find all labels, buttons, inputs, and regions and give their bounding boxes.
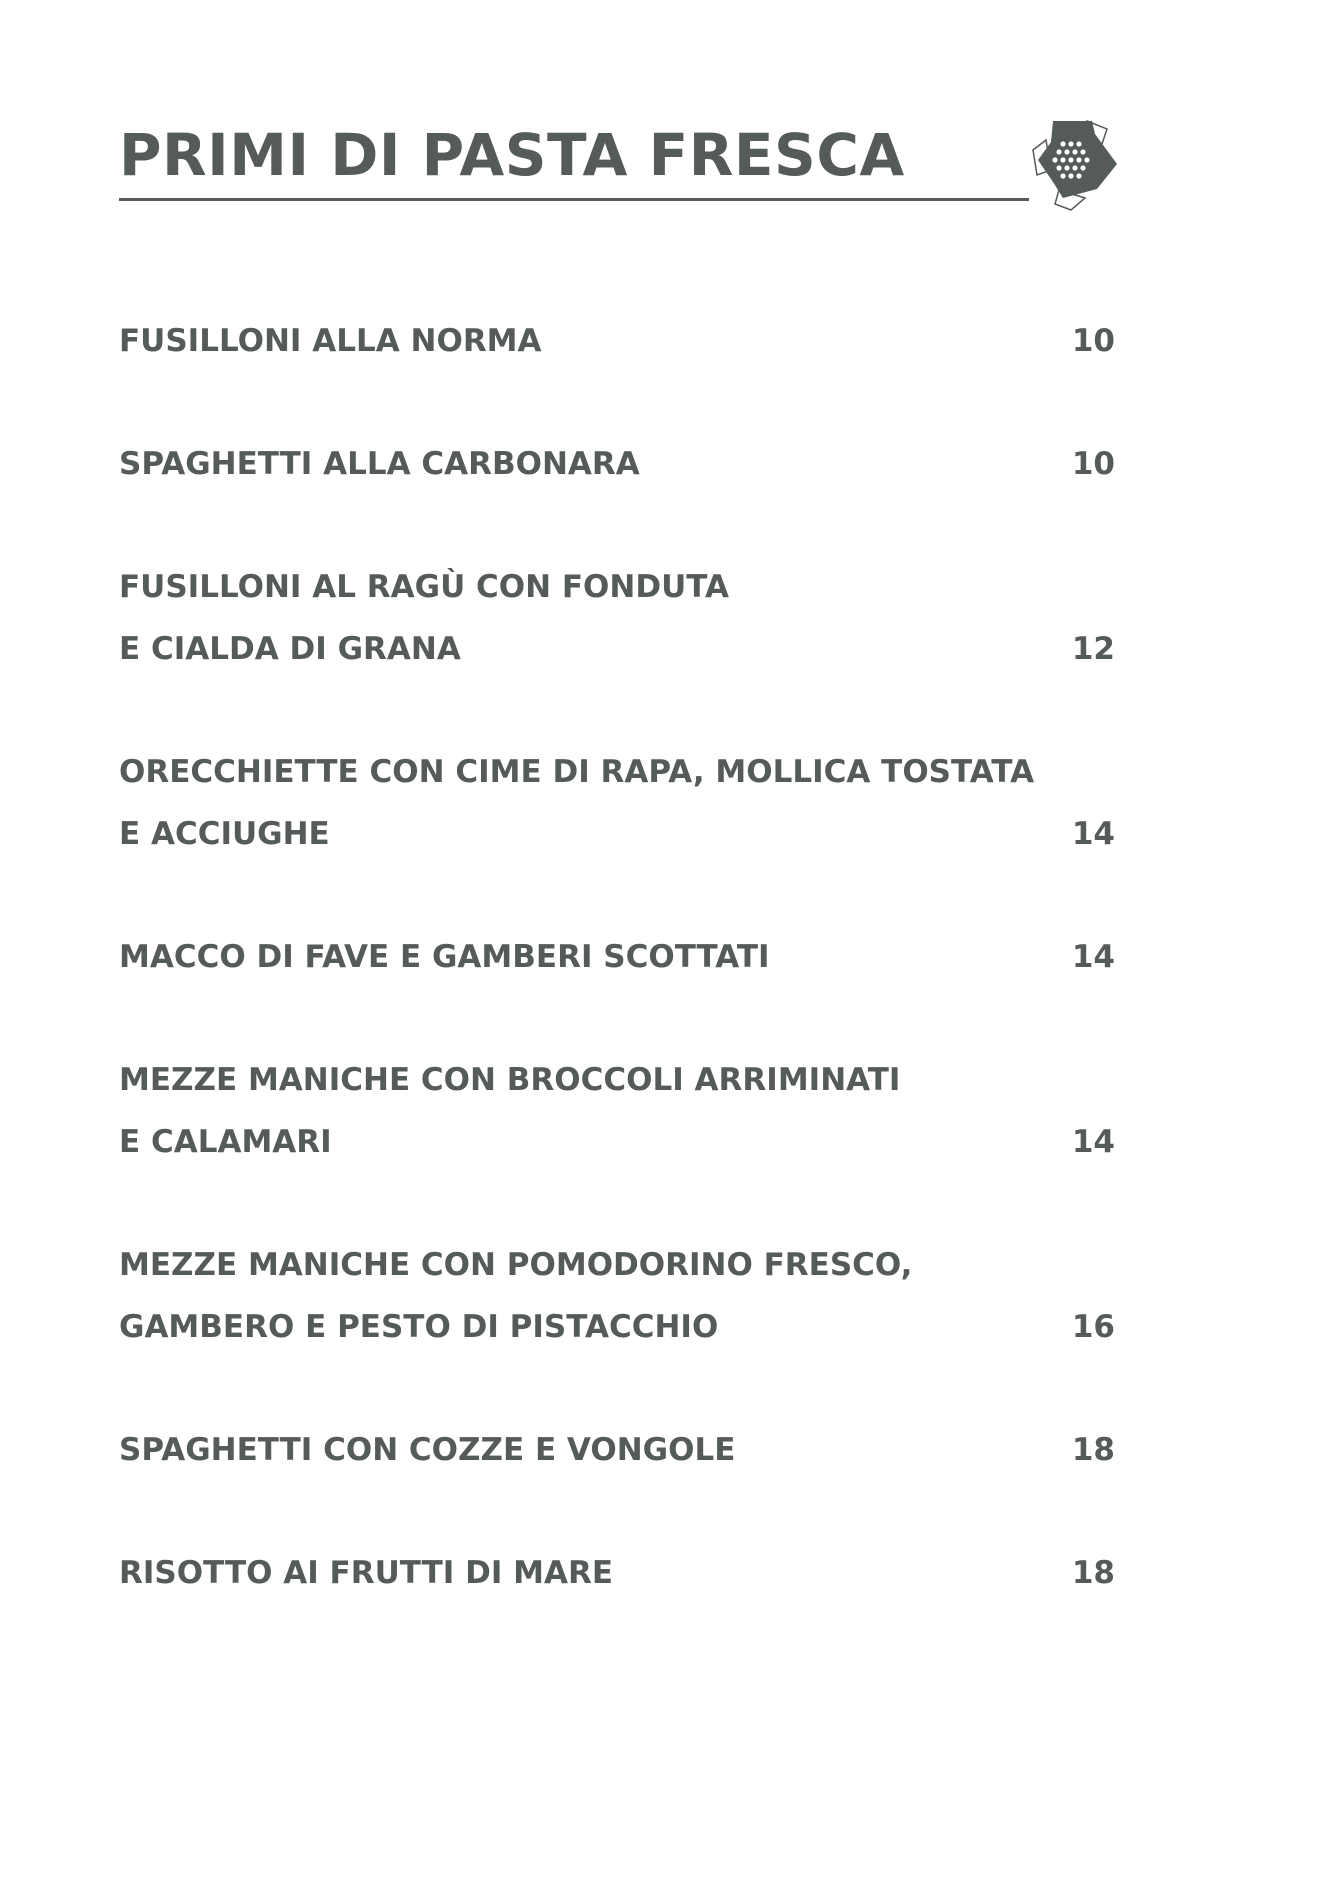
menu-item-name-line: MEZZE MANICHE CON BROCCOLI ARRIMINATI bbox=[119, 1062, 901, 1098]
menu-item-name-line: MEZZE MANICHE CON POMODORINO FRESCO, bbox=[119, 1247, 913, 1283]
menu-item-price: 18 bbox=[1071, 1432, 1115, 1468]
menu-item-name-line: GAMBERO E PESTO DI PISTACCHIO bbox=[119, 1309, 719, 1345]
menu-item-price: 10 bbox=[1071, 323, 1115, 359]
menu-item-name-line: E CIALDA DI GRANA bbox=[119, 631, 461, 667]
menu-list bbox=[119, 310, 1119, 1665]
menu-item-name-line: ORECCHIETTE CON CIME DI RAPA, MOLLICA TOSTATA bbox=[119, 754, 1035, 790]
menu-item bbox=[119, 310, 1119, 372]
page-header bbox=[119, 118, 1119, 218]
menu-item bbox=[119, 926, 1119, 988]
menu-item-name bbox=[119, 556, 729, 680]
menu-item-name bbox=[119, 433, 640, 495]
menu-item bbox=[119, 556, 1119, 680]
menu-item-price: 14 bbox=[1071, 816, 1115, 852]
menu-item-name bbox=[119, 1049, 900, 1173]
menu-item bbox=[119, 1049, 1119, 1173]
menu-item-name bbox=[119, 310, 542, 372]
title-underline bbox=[119, 198, 1029, 201]
menu-item bbox=[119, 1542, 1119, 1604]
menu-item-name-line: E CALAMARI bbox=[119, 1124, 332, 1160]
menu-item-name bbox=[119, 1234, 912, 1358]
menu-item-name-line: RISOTTO AI FRUTTI DI MARE bbox=[119, 1555, 614, 1591]
menu-item-price: 12 bbox=[1071, 631, 1115, 667]
menu-item bbox=[119, 433, 1119, 495]
menu-item-price: 18 bbox=[1071, 1555, 1115, 1591]
menu-item-price: 14 bbox=[1071, 1124, 1115, 1160]
menu-item bbox=[119, 1234, 1119, 1358]
menu-item bbox=[119, 741, 1119, 865]
menu-item-name-line: MACCO DI FAVE E GAMBERI SCOTTATI bbox=[119, 939, 770, 975]
menu-item-name bbox=[119, 1542, 613, 1604]
menu-item-name bbox=[119, 741, 1035, 865]
menu-item-name bbox=[119, 926, 770, 988]
menu-item-name-line: E ACCIUGHE bbox=[119, 816, 330, 852]
menu-item-name bbox=[119, 1419, 735, 1481]
pasta-ravioli-logo-icon bbox=[1029, 118, 1124, 213]
menu-item-name-line: SPAGHETTI ALLA CARBONARA bbox=[119, 446, 640, 482]
menu-item-price: 10 bbox=[1071, 446, 1115, 482]
menu-item-name-line: SPAGHETTI CON COZZE E VONGOLE bbox=[119, 1432, 736, 1468]
menu-item-price: 16 bbox=[1071, 1309, 1115, 1345]
page-title: PRIMI DI PASTA FRESCA bbox=[119, 121, 905, 189]
menu-item-name-line: FUSILLONI ALLA NORMA bbox=[119, 323, 542, 359]
menu-item-name-line: FUSILLONI AL RAGÙ CON FONDUTA bbox=[119, 569, 729, 605]
menu-item-price: 14 bbox=[1071, 939, 1115, 975]
menu-item bbox=[119, 1419, 1119, 1481]
